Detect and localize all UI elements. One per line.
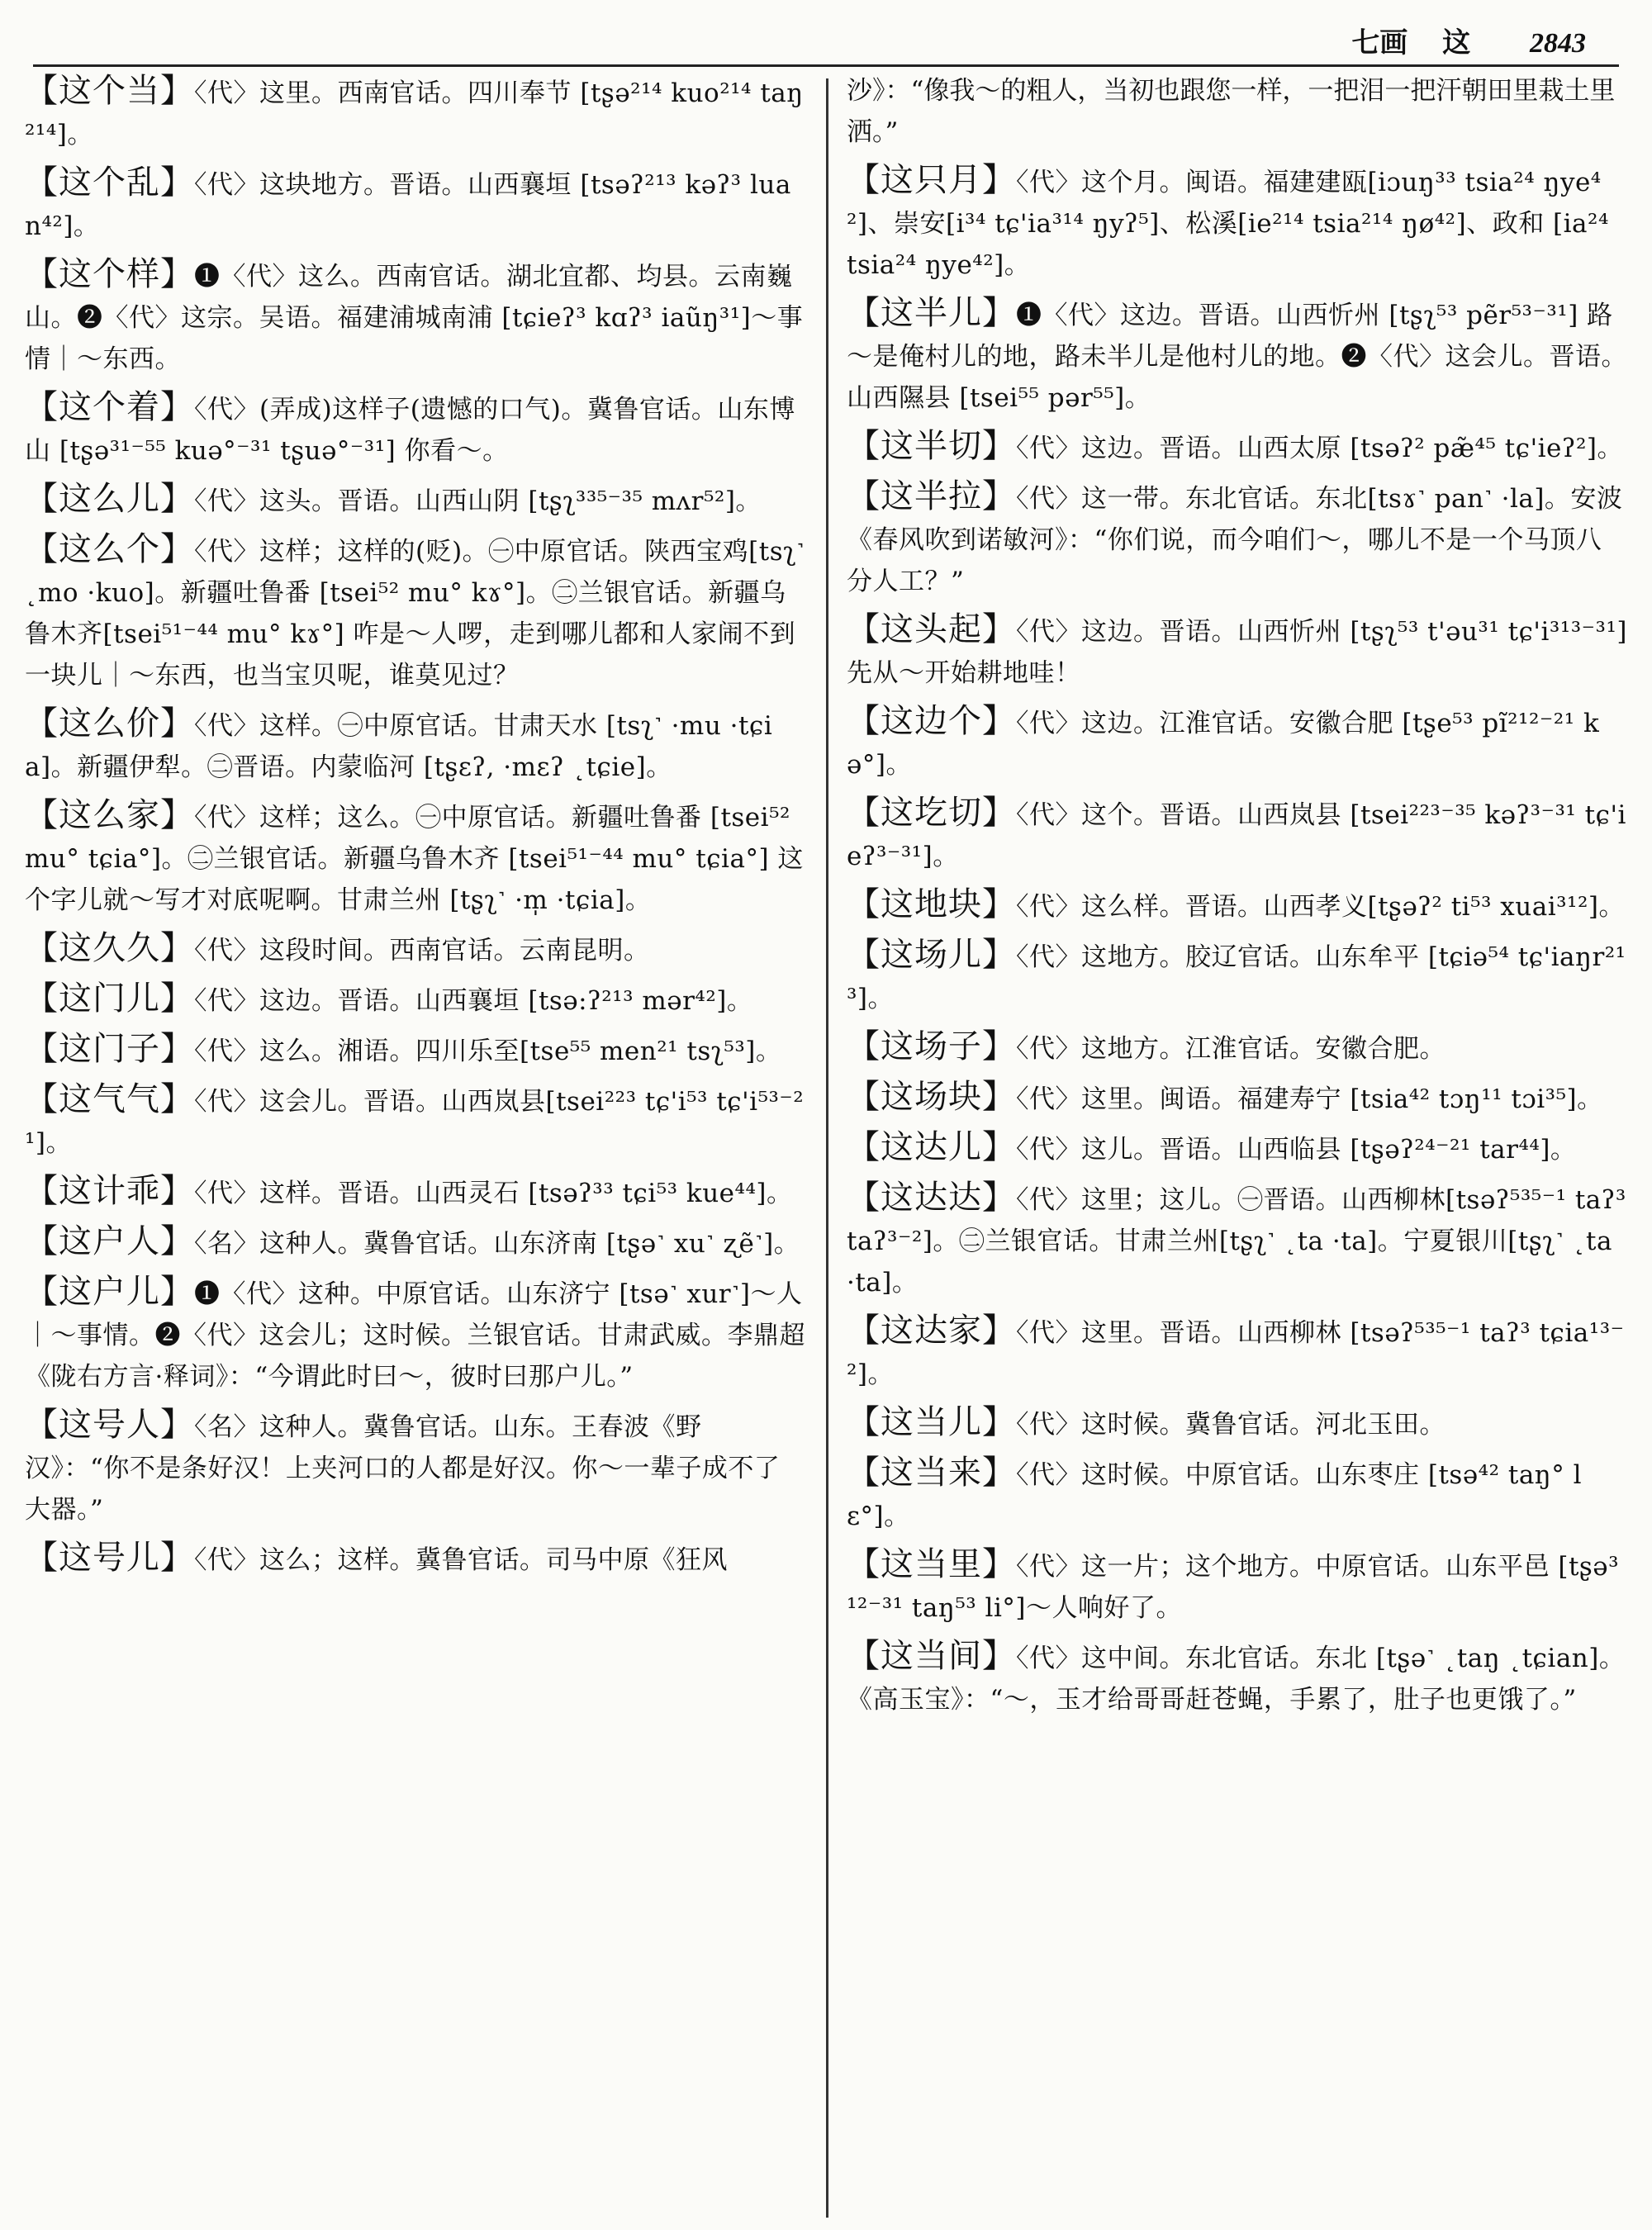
dictionary-entry [847, 1635, 1627, 1720]
dictionary-entry [847, 1310, 1627, 1395]
entry-headword: 【这圪切】 [847, 794, 1016, 832]
entry-definition: 〈代〉这头。晋语。山西山阴 [tʂʅ³³⁵⁻³⁵ mʌr⁵²]。 [194, 486, 762, 516]
entry-definition: 〈代〉这样；这么。㊀中原官话。新疆吐鲁番 [tsei⁵² mu° tɕia°]。㊁兰银官话。新疆乌鲁木齐 [tsei⁵¹⁻⁴⁴ mu° tɕia°] 这个字儿就～写才对底呢啊。甘肃兰州 [tʂʅ˺ ·m̩ ·tɕia]。 [25, 803, 804, 915]
entry-headword: 【这么家】 [25, 796, 194, 834]
dictionary-entry [847, 1402, 1627, 1445]
dictionary-entry [25, 254, 805, 380]
dictionary-entry [25, 928, 805, 971]
dictionary-entry [25, 387, 805, 472]
dictionary-entry [25, 478, 805, 522]
page-number: 2843 [1530, 28, 1586, 59]
dictionary-entry [847, 292, 1627, 419]
entry-headword: 【这户人】 [25, 1222, 194, 1260]
dictionary-entry [25, 1537, 805, 1581]
entry-definition: 〈代〉这个月。闽语。福建建瓯[iɔuŋ³³ tsia²⁴ ŋye⁴²]、崇安[i³⁴ tɕ'ia³¹⁴ ŋyʔ⁵]、松溪[ie²¹⁴ tsia²¹⁴ ŋø⁴²]、政和 [ia²⁴ tsia²⁴ ŋye⁴²]。 [847, 168, 1609, 280]
entry-definition: 〈代〉这儿。晋语。山西临县 [tʂəʔ²⁴⁻²¹ tar⁴⁴]。 [1016, 1135, 1577, 1165]
entry-headword: 【这边个】 [847, 702, 1016, 740]
entry-headword: 【这个当】 [25, 72, 194, 110]
dictionary-entry [847, 1177, 1627, 1303]
dictionary-entry [25, 1271, 805, 1397]
dictionary-entry [25, 978, 805, 1022]
entry-headword: 【这么个】 [25, 530, 194, 568]
page-header [33, 17, 1619, 67]
entry-headword: 【这半切】 [847, 427, 1016, 465]
dictionary-entry [847, 425, 1627, 469]
entry-definition: 〈代〉这边。江淮官话。安徽合肥 [tʂe⁵³ pĩ²¹²⁻²¹ kə°]。 [847, 709, 1600, 780]
entry-definition: ❶〈代〉这边。晋语。山西忻州 [tʂʅ⁵³ pẽr⁵³⁻³¹] 路～是俺村儿的地，路未半儿是他村儿的地。❷〈代〉这会儿。晋语。山西隰县 [tsei⁵⁵ pər⁵⁵]。 [847, 301, 1627, 413]
dictionary-entry [25, 795, 805, 921]
entry-headword: 【这计乖】 [25, 1172, 194, 1210]
dictionary-entry [25, 70, 805, 155]
entry-definition: 〈代〉这么样。晋语。山西孝义[tʂəʔ² ti⁵³ xuai³¹²]。 [1016, 892, 1626, 922]
entry-definition: 〈代〉这边。晋语。山西襄垣 [tsə:ʔ²¹³ mər⁴²]。 [194, 986, 753, 1016]
dictionary-entry [25, 529, 805, 696]
entry-definition: 〈代〉这时候。冀鲁官话。河北玉田。 [1016, 1410, 1446, 1440]
dictionary-entry [847, 1076, 1627, 1120]
entry-definition: 〈名〉这种人。冀鲁官话。山东。王春波《野汉》：“你不是条好汉！上夹河口的人都是好汉。你～一辈子成不了大器。” [25, 1412, 781, 1525]
entry-definition: 〈代〉这时候。中原官话。山东枣庄 [tsə⁴² taŋ° lɛ°]。 [847, 1460, 1583, 1531]
entry-definition: 〈代〉这边。晋语。山西太原 [tsəʔ² pæ̃⁴⁵ tɕ'ieʔ²]。 [1016, 434, 1623, 463]
entry-headword: 【这场子】 [847, 1027, 1016, 1065]
entry-headword: 【这号人】 [25, 1406, 194, 1444]
dictionary-entry [25, 1028, 805, 1072]
entry-continuation [847, 70, 1627, 153]
entry-headword: 【这半拉】 [847, 477, 1016, 515]
entry-definition: 〈代〉这会儿。晋语。山西岚县[tsei²²³ tɕ'i⁵³ tɕ'i⁵³⁻²¹]。 [25, 1087, 805, 1158]
dictionary-entry [847, 1026, 1627, 1070]
dictionary-entry [847, 609, 1627, 694]
entry-headword: 【这头起】 [847, 610, 1016, 648]
entry-definition: 〈代〉这中间。东北官话。东北 [tʂə˺ ˛taŋ ˛tɕian]。《高玉宝》：“～，玉才给哥哥赶苍蝇，手累了，肚子也更饿了。” [847, 1644, 1626, 1715]
entry-headword: 【这达达】 [847, 1179, 1016, 1217]
entry-definition: 〈代〉这块地方。晋语。山西襄垣 [tsəʔ²¹³ kəʔ³ luan⁴²]。 [25, 170, 791, 241]
entry-definition: 〈代〉这地方。江淮官话。安徽合肥。 [1016, 1034, 1446, 1064]
dictionary-entry [847, 792, 1627, 877]
dictionary-entry [25, 703, 805, 788]
entry-headword: 【这个样】 [25, 255, 194, 293]
entry-definition: ❶〈代〉这么。西南官话。湖北宜都、均县。云南巍山。❷〈代〉这宗。吴语。福建浦城南浦 [tɕieʔ³ kɑʔ³ iaũŋ³¹]～事情｜～东西。 [25, 262, 804, 374]
entry-definition: 〈代〉这样。㊀中原官话。甘肃天水 [tsʅ˺ ·mu ·tɕia]。新疆伊犁。㊁晋语。内蒙临河 [tʂɛʔ, ·mɛʔ ˛tɕie]。 [25, 711, 773, 782]
entry-headword: 【这当儿】 [847, 1403, 1016, 1441]
dictionary-entry [847, 700, 1627, 785]
entry-definition: 〈代〉这里。西南官话。四川奉节 [tʂə²¹⁴ kuo²¹⁴ taŋ²¹⁴]。 [25, 78, 804, 149]
dictionary-entry [847, 476, 1627, 602]
entry-definition: ❶〈代〉这种。中原官话。山东济宁 [tsə˺ xur˺]～人｜～事情。❷〈代〉这会儿；这时候。兰银官话。甘肃武威。李鼎超《陇右方言·释词》：“今谓此时曰～，彼时曰那户儿。” [25, 1279, 805, 1392]
entry-definition: 〈代〉这地方。胶辽官话。山东牟平 [tɕiə⁵⁴ tɕ'iaŋr²¹³]。 [847, 942, 1626, 1013]
dictionary-entry [25, 1170, 805, 1214]
dictionary-entry [25, 1221, 805, 1264]
entry-headword: 【这半儿】 [847, 294, 1016, 332]
dictionary-entry [25, 1079, 805, 1164]
dictionary-entry [25, 162, 805, 247]
entry-definition: 〈代〉这里。晋语。山西柳林 [tsəʔ⁵³⁵⁻¹ taʔ³ tɕia¹³⁻²]。 [847, 1318, 1625, 1389]
entry-definition: 沙》：“像我～的粗人，当初也跟您一样，一把泪一把汗朝田里栽土里洒。” [847, 76, 1616, 147]
entry-headword: 【这场块】 [847, 1078, 1016, 1116]
entry-headword: 【这当来】 [847, 1454, 1016, 1492]
entry-headword: 【这号儿】 [25, 1539, 194, 1577]
entry-definition: 〈代〉这么。湘语。四川乐至[tse⁵⁵ men²¹ tsʅ⁵³]。 [194, 1037, 782, 1066]
entry-headword: 【这达儿】 [847, 1128, 1016, 1166]
entry-headword: 【这当里】 [847, 1545, 1016, 1583]
section-label: 七画 [1351, 26, 1408, 59]
entry-definition: 〈代〉(弄成)这样子(遗憾的口气)。冀鲁官话。山东博山 [tʂə³¹⁻⁵⁵ kuə°⁻³¹ tʂuə°⁻³¹] 你看～。 [25, 395, 795, 466]
entry-definition: 〈名〉这种人。冀鲁官话。山东济南 [tʂə˺ xu˺ ʐẽ˺]。 [194, 1229, 800, 1259]
dictionary-entry [847, 884, 1627, 928]
entry-headword: 【这户儿】 [25, 1273, 194, 1311]
dictionary-entry [847, 934, 1627, 1019]
entry-headword: 【这场儿】 [847, 936, 1016, 974]
entry-definition: 〈代〉这里；这儿。㊀晋语。山西柳林[tsəʔ⁵³⁵⁻¹ taʔ³ taʔ³⁻²]。㊁兰银官话。甘肃兰州[tʂʅ˺ ˛ta ·ta]。宁夏银川[tʂʅ˺ ˛ta ·ta]。 [847, 1185, 1626, 1298]
entry-headword: 【这久久】 [25, 929, 194, 967]
entry-definition: 〈代〉这边。晋语。山西忻州 [tʂʅ⁵³ t'əu³¹ tɕ'i³¹³⁻³¹] 先从～开始耕地哇！ [847, 617, 1627, 688]
entry-definition: 〈代〉这样。晋语。山西灵石 [tsəʔ³³ tɕi⁵³ kue⁴⁴]。 [194, 1179, 793, 1208]
column-divider [826, 78, 828, 2218]
entry-headword: 【这门子】 [25, 1030, 194, 1068]
dictionary-entry [847, 1127, 1627, 1170]
right-column [847, 70, 1627, 2218]
entry-definition: 〈代〉这个。晋语。山西岚县 [tsei²²³⁻³⁵ kəʔ³⁻³¹ tɕ'ieʔ³⁻³¹]。 [847, 800, 1626, 871]
running-head [1351, 20, 1586, 60]
entry-definition: 〈代〉这一带。东北官话。东北[tsɤ˺ pan˺ ·la]。安波《春风吹到诺敏河》：“你们说，而今咱们～，哪儿不是一个马顶八分人工？” [847, 484, 1623, 596]
entry-headword: 【这达家】 [847, 1312, 1016, 1350]
entry-headword: 【这气气】 [25, 1080, 194, 1118]
dictionary-entry [847, 159, 1627, 286]
entry-definition: 〈代〉这段时间。西南官话。云南昆明。 [194, 936, 650, 966]
entry-headword: 【这么价】 [25, 705, 194, 743]
entry-headword: 【这个着】 [25, 388, 194, 426]
dictionary-entry [25, 1404, 805, 1530]
entry-headword: 【这地块】 [847, 885, 1016, 923]
entry-headword: 【这个乱】 [25, 164, 194, 202]
entry-definition: 〈代〉这样；这样的(贬)。㊀中原官话。陕西宝鸡[tsʅ˺ ˛mo ·kuo]。新疆吐鲁番 [tsei⁵² mu° kɤ°]。㊁兰银官话。新疆乌鲁木齐[tsei⁵¹⁻⁴⁴ mu° kɤ°] 咋是～人啰，走到哪儿都和人家闹不到一块儿｜～东西，也当宝贝呢，谁莫见过？ [25, 537, 805, 690]
entry-definition: 〈代〉这一片；这个地方。中原官话。山东平邑 [tʂə³¹²⁻³¹ taŋ⁵³ li°]～人响好了。 [847, 1552, 1620, 1623]
entry-headword: 【这当间】 [847, 1637, 1016, 1675]
dictionary-entry [847, 1544, 1627, 1629]
left-column [25, 70, 805, 2218]
entry-definition: 〈代〉这里。闽语。福建寿宁 [tsia⁴² tɔŋ¹¹ tɔi³⁵]。 [1016, 1084, 1603, 1114]
dictionary-entry [847, 1452, 1627, 1537]
entry-headword: 【这么儿】 [25, 480, 194, 518]
entry-headword: 【这只月】 [847, 161, 1016, 199]
entry-definition: 〈代〉这么；这样。冀鲁官话。司马中原《狂风 [194, 1545, 728, 1575]
header-character: 这 [1442, 26, 1471, 59]
entry-headword: 【这门儿】 [25, 980, 194, 1018]
